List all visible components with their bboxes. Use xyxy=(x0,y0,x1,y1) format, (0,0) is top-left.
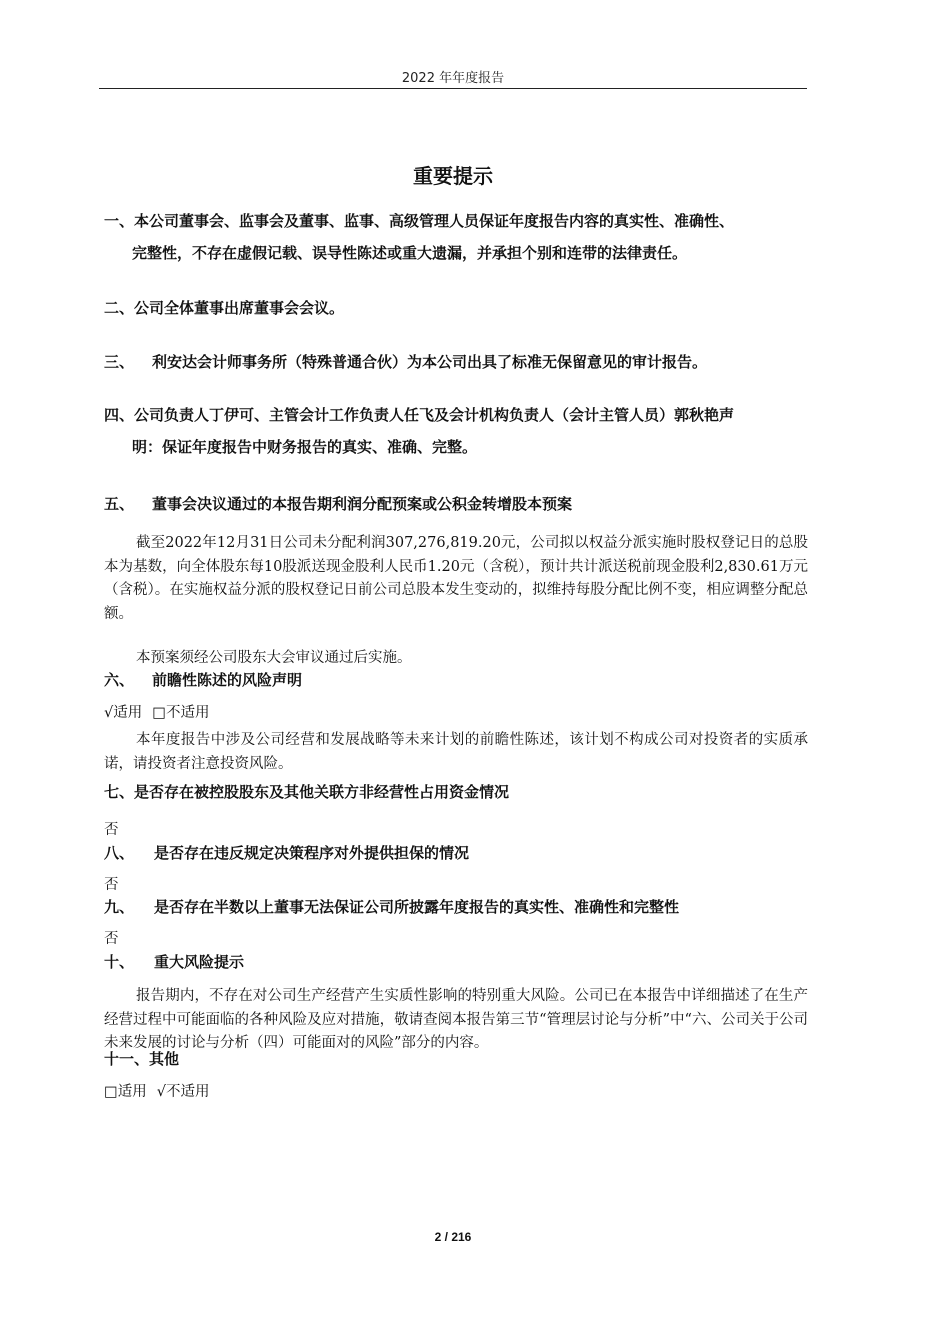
page-number: 2 / 216 xyxy=(434,1230,472,1244)
section-11-heading xyxy=(104,1043,179,1075)
section-2-number: 二、 xyxy=(104,299,135,317)
section-9-heading xyxy=(104,891,679,923)
section-5-title: 董事会决议通过的本报告期利润分配预案或公积金转增股本预案 xyxy=(152,495,573,513)
header-divider xyxy=(99,88,807,89)
section-6-number: 六、 xyxy=(104,671,135,689)
section-1-line-2: 完整性，不存在虚假记载、误导性陈述或重大遗漏，并承担个别和连带的法律责任。 xyxy=(132,244,688,262)
section-11-options xyxy=(104,1082,219,1102)
section-6-paragraph: 本年度报告中涉及公司经营和发展战略等未来计划的前瞻性陈述，该计划不构成公司对投资者的实质承诺，请投资者注意投资风险。 xyxy=(104,732,808,772)
option-not-applicable: □不适用 xyxy=(152,705,210,721)
section-9-number: 九、 xyxy=(104,898,135,916)
section-7-title: 是否存在被控股股东及其他关联方非经营性占用资金情况 xyxy=(134,783,510,801)
section-8-heading xyxy=(104,837,469,869)
section-7-heading xyxy=(104,776,509,808)
section-9-title: 是否存在半数以上董事无法保证公司所披露年度报告的真实性、准确性和完整性 xyxy=(154,898,680,916)
option-not-applicable-checked: √不适用 xyxy=(156,1084,210,1100)
section-11-title: 其他 xyxy=(149,1050,180,1068)
section-5-note: 本预案须经公司股东大会审议通过后实施。 xyxy=(136,650,412,666)
section-1-line-1: 本公司董事会、监事会及董事、监事、高级管理人员保证年度报告内容的真实性、准确性、 xyxy=(134,212,735,230)
section-9-answer: 否 xyxy=(104,931,119,947)
section-3 xyxy=(104,346,707,378)
section-2 xyxy=(104,292,344,324)
section-6-title: 前瞻性陈述的风险声明 xyxy=(152,671,303,689)
page-header: 2022 年年度报告 xyxy=(401,71,505,86)
section-10-title: 重大风险提示 xyxy=(154,953,245,971)
section-6-heading xyxy=(104,664,302,696)
section-5-number: 五、 xyxy=(104,495,135,513)
section-4-line-2: 明：保证年度报告中财务报告的真实、准确、完整。 xyxy=(132,438,478,456)
section-7-number: 七、 xyxy=(104,783,135,801)
section-4-line-1: 公司负责人丁伊可、主管会计工作负责人任飞及会计机构负责人（会计主管人员）郭秋艳声 xyxy=(134,406,735,424)
section-10-number: 十、 xyxy=(104,953,135,971)
section-2-text: 公司全体董事出席董事会会议。 xyxy=(134,299,345,317)
section-3-number: 三、 xyxy=(104,353,135,371)
section-7-answer: 否 xyxy=(104,822,119,838)
section-6-options xyxy=(104,703,219,723)
section-8-title: 是否存在违反规定决策程序对外提供担保的情况 xyxy=(154,844,470,862)
section-8-answer: 否 xyxy=(104,877,119,893)
section-10-paragraph: 报告期内，不存在对公司生产经营产生实质性影响的特别重大风险。公司已在本报告中详细描述了在生产经营过程中可能面临的各种风险及应对措施，敬请查阅本报告第三节“管理层讨论与分析”中“六、公司关于公司未来发展的讨论与分析（四）可能面对的风险”部分的内容。 xyxy=(104,988,808,1051)
section-1-number: 一、 xyxy=(104,212,135,230)
section-1 xyxy=(104,205,814,269)
option-applicable-checked: √适用 xyxy=(104,705,143,721)
section-11-number: 十一、 xyxy=(104,1050,150,1068)
section-5-heading xyxy=(104,488,572,520)
option-applicable: □适用 xyxy=(104,1084,147,1100)
section-5-paragraph: 截至2022年12月31日公司未分配利润307,276,819.20元，公司拟以权益分派实施时股权登记日的总股本为基数，向全体股东每10股派送现金股利人民币1.20元（含税），预计共计派送税前现金股利2,830.61万元（含税）。在实施权益分派的股权登记日前公司总股本发生变动的，拟维持每股分配比例不变，相应调整分配总额。 xyxy=(104,535,808,622)
section-8-number: 八、 xyxy=(104,844,135,862)
section-3-text: 利安达会计师事务所（特殊普通合伙）为本公司出具了标准无保留意见的审计报告。 xyxy=(152,353,708,371)
section-10-heading xyxy=(104,946,244,978)
doc-title: 重要提示 xyxy=(413,164,493,188)
section-4 xyxy=(104,399,814,463)
section-4-number: 四、 xyxy=(104,406,135,424)
